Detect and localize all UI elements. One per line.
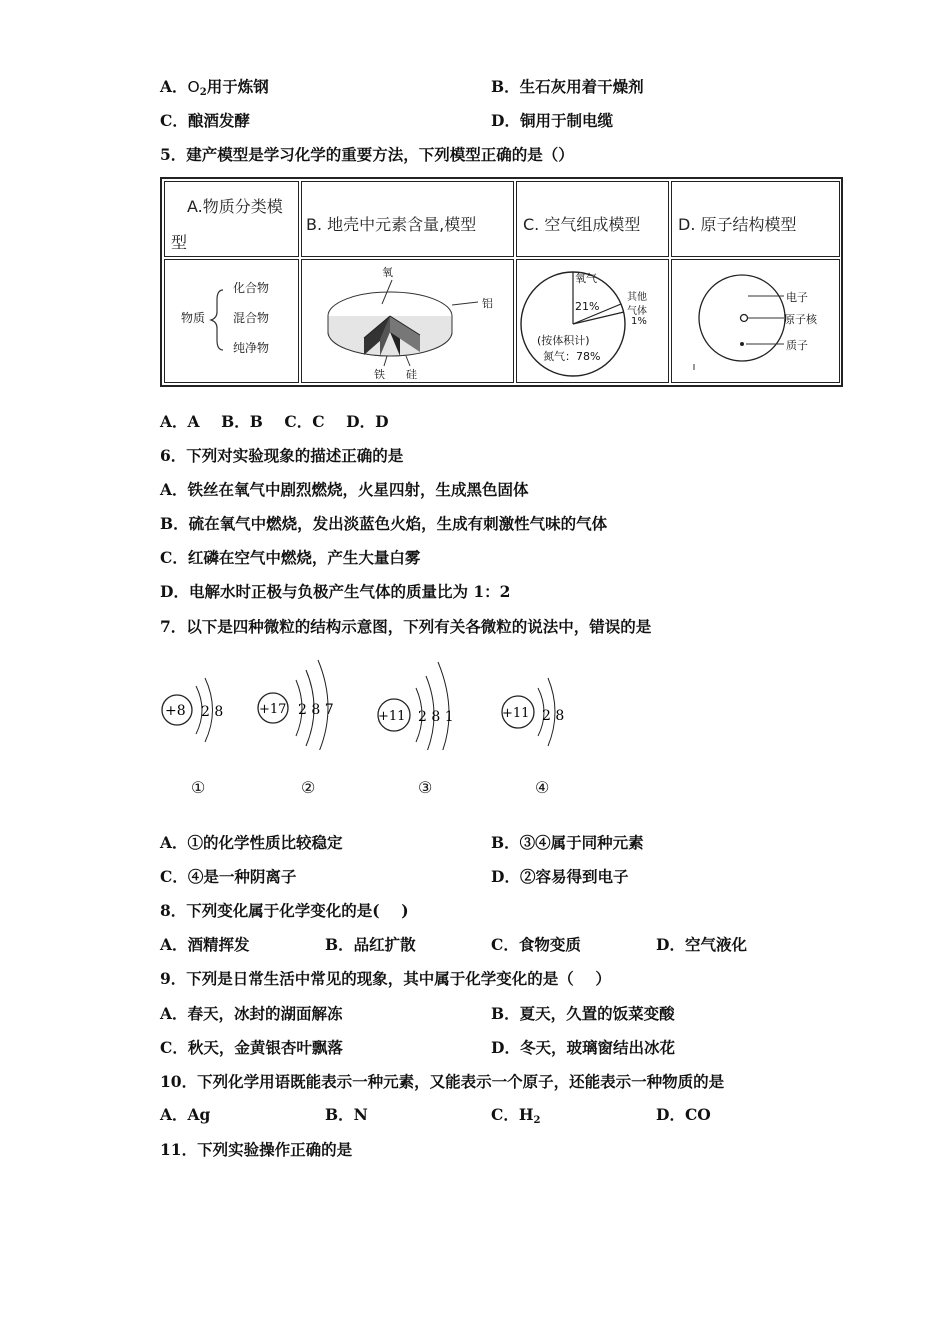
q4-option-d: D．铜用于制电缆 — [491, 111, 613, 130]
particle-index-4: ④ — [535, 778, 550, 797]
q10-option-a: A．Ag — [160, 1105, 211, 1124]
air-other-percent: 1% — [631, 316, 647, 327]
q5-stem: 5．建产模型是学习化学的重要方法，下列模型正确的是（） — [160, 145, 574, 164]
particle-nucleus: +17 — [259, 702, 287, 717]
classify-item: 化合物 — [233, 281, 270, 295]
classify-item: 混合物 — [233, 311, 270, 325]
q4-option-a: A．$O_2$用于炼钢 — [160, 77, 269, 98]
q6-option-d: D．电解水时正极与负极产生气体的质量比为 1：2 — [160, 582, 511, 601]
q4-option-b: B．生石灰用着干燥剂 — [491, 77, 644, 96]
crust-label-iron: 铁 — [374, 368, 385, 381]
q5-model-table — [160, 177, 843, 387]
q8-option-c: C．食物变质 — [491, 935, 581, 954]
particle-diagram-4 — [500, 650, 610, 750]
atom-structure-model — [671, 259, 840, 383]
air-oxygen-label: 氧气 — [575, 272, 597, 285]
header-cell-a: A.物质分类模 型 — [164, 181, 299, 257]
q10-option-d: D．CO — [656, 1105, 711, 1124]
q6-stem: 6．下列对实验现象的描述正确的是 — [160, 446, 404, 465]
q10-option-c: C．$H_2$ — [491, 1105, 541, 1126]
classify-item: 纯净物 — [233, 341, 270, 355]
header-cell-c: C. 空气组成模型 — [516, 181, 669, 257]
particle-diagram-2 — [256, 650, 366, 750]
air-composition-model — [516, 259, 669, 383]
q9-option-d: D．冬天，玻璃窗结出冰花 — [491, 1038, 675, 1057]
classification-model — [164, 259, 299, 383]
particle-shells: 2 8 — [542, 708, 565, 724]
q7-option-c: C．④是一种阴离子 — [160, 867, 297, 886]
q5-options: A．A B．B C．C D．D — [160, 412, 389, 431]
particle-index-2: ② — [301, 778, 316, 797]
q6-option-b: B．硫在氧气中燃烧，发出淡蓝色火焰，生成有刺激性气味的气体 — [160, 514, 608, 533]
particle-diagram-1 — [160, 650, 270, 750]
particle-diagram-3 — [374, 650, 484, 750]
q9-option-b: B．夏天，久置的饭菜变酸 — [491, 1004, 675, 1023]
q10-option-b: B．N — [325, 1105, 368, 1124]
q7-option-a: A．①的化学性质比较稳定 — [160, 833, 343, 852]
q9-option-a: A．春天，冰封的湖面解冻 — [160, 1004, 343, 1023]
air-other-label: 其他 — [627, 292, 647, 303]
q4-option-c: C．酿酒发酵 — [160, 111, 250, 130]
atom-label-proton: 质子 — [786, 339, 808, 352]
particle-shells: 2 8 — [201, 704, 224, 720]
particle-shells: 2 8 7 — [298, 702, 334, 718]
particle-nucleus: +8 — [165, 703, 186, 719]
q6-option-c: C．红磷在空气中燃烧，产生大量白雾 — [160, 548, 421, 567]
particle-index-3: ③ — [418, 778, 433, 797]
particle-shells: 2 8 1 — [418, 709, 454, 725]
q10-stem: 10．下列化学用语既能表示一种元素，又能表示一个原子，还能表示一种物质的是 — [160, 1072, 725, 1091]
q11-stem: 11．下列实验操作正确的是 — [160, 1140, 353, 1159]
particle-nucleus: +11 — [378, 709, 406, 724]
crust-label-silicon: 硅 — [406, 368, 417, 381]
q7-option-d: D．②容易得到电子 — [491, 867, 629, 886]
q8-option-b: B．品红扩散 — [325, 935, 416, 954]
air-oxygen-percent: 21% — [575, 300, 600, 313]
q8-option-d: D．空气液化 — [656, 935, 747, 954]
q7-option-b: B．③④属于同种元素 — [491, 833, 644, 852]
atom-label-nucleus: 原子核 — [784, 313, 817, 326]
crust-element-model — [301, 259, 514, 383]
particle-nucleus: +11 — [502, 706, 530, 721]
air-other-label: 气体 — [627, 306, 647, 317]
header-cell-b: B. 地壳中元素含量,模型 — [301, 181, 514, 257]
crust-label-oxygen: 氧 — [382, 266, 393, 279]
q7-stem: 7．以下是四种微粒的结构示意图，下列有关各微粒的说法中，错误的是 — [160, 617, 652, 636]
q8-stem: 8．下列变化属于化学变化的是( ) — [160, 901, 409, 920]
atom-label-electron: 电子 — [786, 291, 808, 304]
particle-index-1: ① — [191, 778, 206, 797]
crust-label-aluminum: 铝 — [482, 297, 493, 310]
header-cell-d: D. 原子结构模型 — [671, 181, 840, 257]
classify-root: 物质 — [181, 311, 206, 325]
q6-option-a: A．铁丝在氧气中剧烈燃烧，火星四射，生成黑色固体 — [160, 480, 529, 499]
q9-stem: 9．下列是日常生活中常见的现象，其中属于化学变化的是（ ） — [160, 969, 611, 988]
air-nitrogen-label: 氮气：78% — [543, 350, 601, 363]
q9-option-c: C．秋天，金黄银杏叶飘落 — [160, 1038, 343, 1057]
air-volume-note: (按体积计) — [537, 334, 590, 347]
q8-option-a: A．酒精挥发 — [160, 935, 250, 954]
